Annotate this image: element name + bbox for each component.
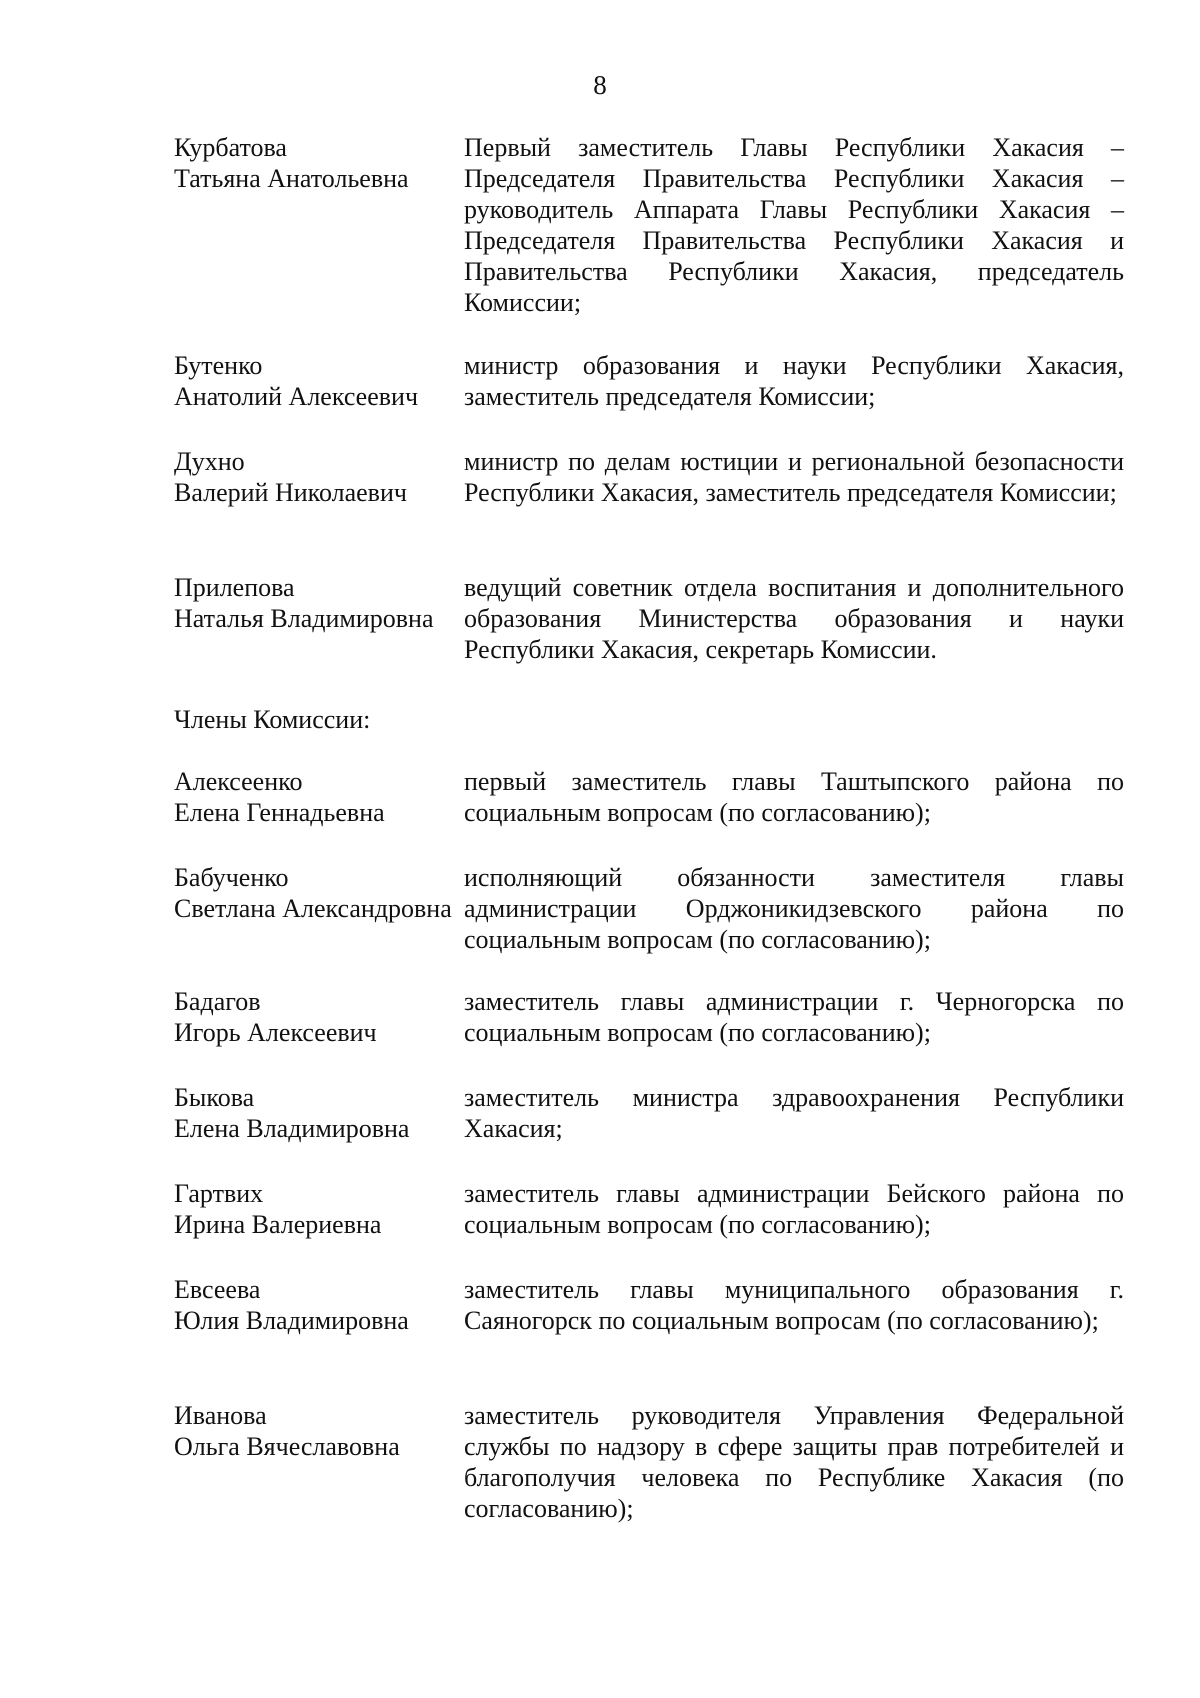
person-name: [174, 1082, 464, 1144]
position-description: заместитель министра здравоохранения Республики Хакасия;: [464, 1083, 1124, 1143]
commission-entry: [174, 572, 1124, 665]
position-description: первый заместитель главы Таштыпского района по социальным вопросам (по согласованию);: [464, 767, 1124, 827]
surname: Бадагов: [174, 987, 261, 1016]
person-name: [174, 1400, 464, 1462]
commission-entry: [174, 1274, 1124, 1336]
given-names: Анатолий Алексеевич: [174, 382, 419, 411]
person-name: [174, 132, 464, 194]
given-names: Наталья Владимировна: [174, 604, 434, 633]
commission-entry: [174, 862, 1124, 955]
commission-entry: [174, 1400, 1124, 1524]
surname: Алексеенко: [174, 767, 303, 796]
person-name: [174, 766, 464, 828]
position-description: заместитель руководителя Управления Федеральной службы по надзору в сфере защиты прав потребителей и благополучия человека по Республике Хакасия (по согласованию);: [464, 1401, 1124, 1523]
commission-entry: [174, 1082, 1124, 1144]
given-names: Елена Геннадьевна: [174, 798, 385, 827]
position-description: министр по делам юстиции и региональной безопасности Республики Хакасия, заместитель председателя Комиссии;: [464, 447, 1124, 507]
surname: Духно: [174, 447, 245, 476]
commission-entry: [174, 446, 1124, 508]
given-names: Юлия Владимировна: [174, 1306, 409, 1335]
position-description: заместитель главы администрации Бейского района по социальным вопросам (по согласованию);: [464, 1179, 1124, 1239]
surname: Прилепова: [174, 573, 295, 602]
person-name: [174, 1274, 464, 1336]
given-names: Татьяна Анатольевна: [174, 164, 409, 193]
surname: Быкова: [174, 1083, 255, 1112]
surname: Курбатова: [174, 133, 287, 162]
given-names: Валерий Николаевич: [174, 478, 407, 507]
page-number: 8: [593, 70, 607, 100]
commission-entry: [174, 132, 1124, 318]
surname: Евсеева: [174, 1275, 261, 1304]
person-name: [174, 1178, 464, 1240]
person-name: [174, 572, 464, 634]
position-description: заместитель главы администрации г. Черногорска по социальным вопросам (по согласованию);: [464, 987, 1124, 1047]
given-names: Ирина Валериевна: [174, 1210, 382, 1239]
commission-entry: [174, 986, 1124, 1048]
position-description: Первый заместитель Главы Республики Хакасия – Председателя Правительства Республики Хакасия – руководитель Аппарата Главы Республики Хакасия – Председателя Правительства Республики Хакасия и Правительства Республики Хакасия, председатель Комиссии;: [464, 133, 1124, 317]
position-description: министр образования и науки Республики Хакасия, заместитель председателя Комиссии;: [464, 351, 1124, 411]
person-name: [174, 446, 464, 508]
given-names: Елена Владимировна: [174, 1114, 410, 1143]
commission-entry: [174, 766, 1124, 828]
position-description: ведущий советник отдела воспитания и дополнительного образования Министерства образования и науки Республики Хакасия, секретарь Комиссии.: [464, 573, 1124, 664]
commission-entry: [174, 1178, 1124, 1240]
position-description: заместитель главы муниципального образования г. Саяногорск по социальным вопросам (по согласованию);: [464, 1275, 1124, 1335]
person-name: [174, 862, 464, 924]
surname: Бутенко: [174, 351, 263, 380]
commission-entry: [174, 350, 1124, 412]
surname: Гартвих: [174, 1179, 264, 1208]
given-names: Светлана Александровна: [174, 894, 452, 923]
given-names: Ольга Вячеславовна: [174, 1432, 400, 1461]
surname: Иванова: [174, 1401, 267, 1430]
members-heading: Члены Комиссии:: [174, 705, 371, 734]
surname: Бабученко: [174, 863, 289, 892]
position-description: исполняющий обязанности заместителя главы администрации Орджоникидзевского района по социальным вопросам (по согласованию);: [464, 863, 1124, 954]
given-names: Игорь Алексеевич: [174, 1018, 377, 1047]
person-name: [174, 350, 464, 412]
person-name: [174, 986, 464, 1048]
